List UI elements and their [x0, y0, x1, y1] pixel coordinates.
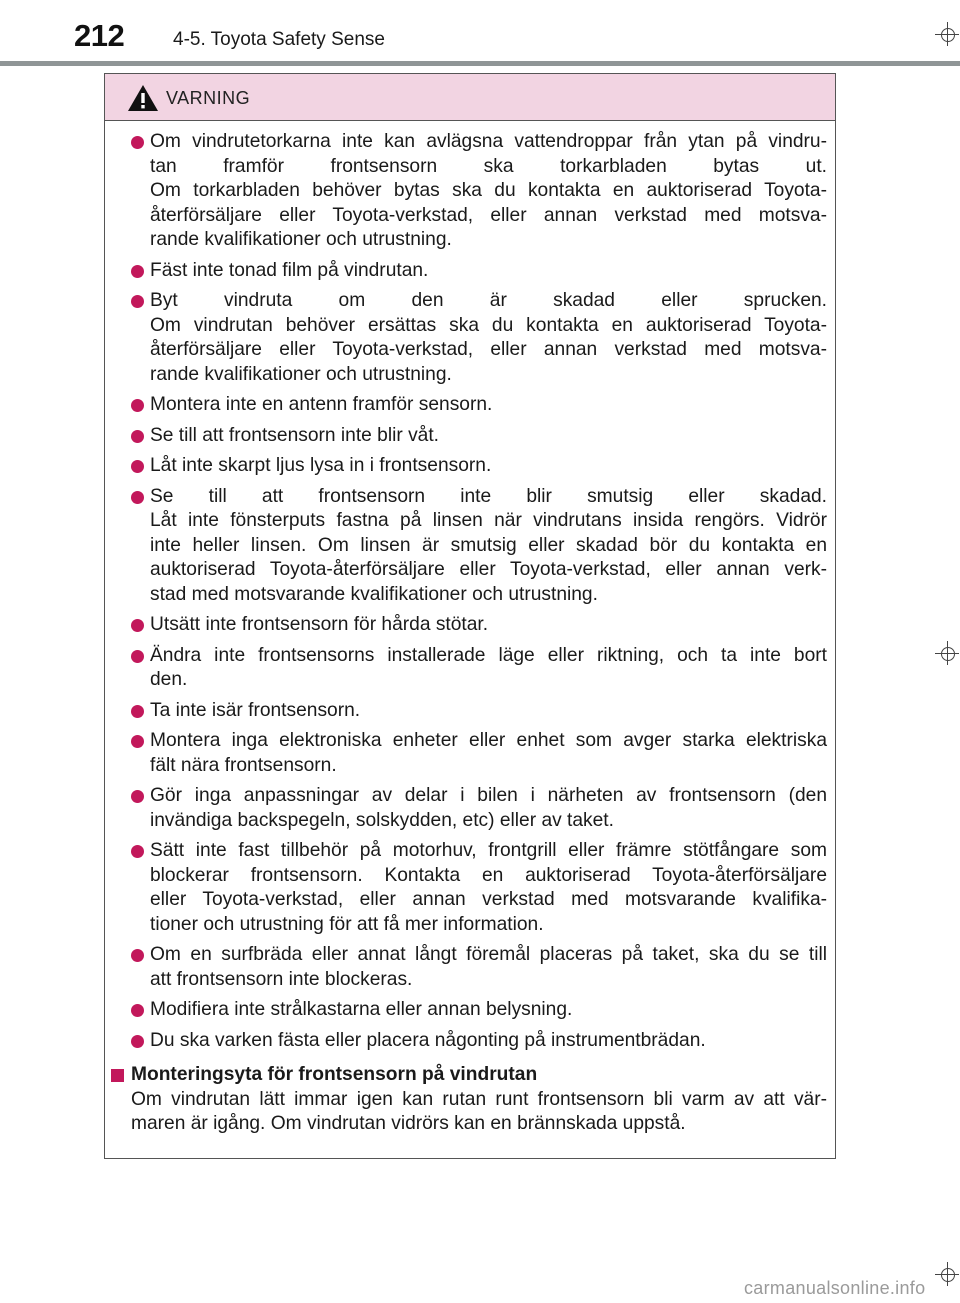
warning-item-line: Om torkarbladen behöver bytas ska du kontakta en auktoriserad Toyota- [150, 180, 827, 201]
warning-item-line: Byt vindruta om den är skadad eller sprucken. [150, 290, 827, 311]
crop-mark-middle-right [935, 641, 959, 665]
header-rule [0, 61, 960, 66]
warning-item-line: stad med motsvarande kvalifikationer och utrustning. [150, 583, 598, 605]
warning-item-line: Om vindrutan behöver ersättas ska du kontakta en auktoriserad Toyota- [150, 314, 827, 336]
warning-item [105, 424, 835, 449]
subsection-heading-text: Monteringsyta för frontsensorn på vindrutan [131, 1064, 538, 1085]
subsection-body [105, 1088, 835, 1137]
warning-item-line: Montera inte en antenn framför sensorn. [150, 394, 493, 415]
warning-item [105, 289, 835, 387]
square-bullet-icon [111, 1069, 124, 1082]
bullet-icon [131, 430, 144, 443]
warning-item-line: Gör inga anpassningar av delar i bilen i närheten av frontsensorn (den [150, 785, 827, 806]
warning-item [105, 454, 835, 479]
bullet-icon [131, 705, 144, 718]
bullet-icon [131, 650, 144, 663]
warning-item [105, 644, 835, 693]
bullet-icon [131, 845, 144, 858]
warning-item-line: fält nära frontsensorn. [150, 754, 337, 776]
warning-item-line: tan framför frontsensorn ska torkarbladen bytas ut. [150, 155, 827, 177]
page-number: 212 [74, 18, 125, 53]
bullet-icon [131, 790, 144, 803]
bullet-icon [131, 265, 144, 278]
subsection-line: maren är igång. Om vindrutan vidrörs kan en brännskada uppstå. [131, 1113, 686, 1134]
warning-item-line: rande kvalifikationer och utrustning. [150, 363, 452, 385]
warning-item [105, 839, 835, 937]
warning-item-line: auktoriserad Toyota-återförsäljare eller Toyota-verkstad, eller annan verk- [150, 559, 827, 580]
crop-mark-top-right [935, 22, 959, 46]
warning-item [105, 699, 835, 724]
bullet-icon [131, 460, 144, 473]
warning-item-line: återförsäljare eller Toyota-verkstad, eller annan verkstad med motsva- [150, 204, 827, 226]
warning-item [105, 943, 835, 992]
warning-item [105, 485, 835, 608]
warning-item-line: Om en surfbräda eller annat långt föremål placeras på taket, ska du se till [150, 944, 827, 965]
bullet-icon [131, 735, 144, 748]
warning-box [104, 73, 836, 1159]
warning-item-line: invändiga backspegeln, solskydden, etc) eller av taket. [150, 809, 614, 831]
warning-item-line: Låt inte fönsterputs fastna på linsen när vindrutans insida rengörs. Vidrör [150, 510, 827, 531]
warning-item-line: att frontsensorn inte blockeras. [150, 968, 413, 990]
warning-item-line: den. [150, 669, 188, 690]
page-header [0, 0, 960, 66]
warning-item-line: Du ska varken fästa eller placera någonting på instrumentbrädan. [150, 1029, 706, 1051]
warning-item [105, 393, 835, 418]
section-title: 4-5. Toyota Safety Sense [173, 29, 385, 50]
warning-item-line: Låt inte skarpt ljus lysa in i frontsensorn. [150, 455, 492, 476]
warning-triangle-icon [127, 84, 159, 112]
warning-item-line: Om vindrutetorkarna inte kan avlägsna vattendroppar från ytan på vindru- [150, 131, 827, 152]
subsection-line: Om vindrutan lätt immar igen kan rutan runt frontsensorn bli varm av att vär- [131, 1088, 827, 1110]
warning-item-line: Ändra inte frontsensorns installerade läge eller riktning, och ta inte bort [150, 644, 827, 666]
crop-mark-bottom-right [935, 1262, 959, 1286]
warning-item-line: Fäst inte tonad film på vindrutan. [150, 259, 429, 281]
warning-item-line: Montera inga elektroniska enheter eller enhet som avger starka elektriska [150, 730, 827, 751]
bullet-icon [131, 949, 144, 962]
warning-item [105, 613, 835, 638]
warning-item-line: Se till att frontsensorn inte blir smutsig eller skadad. [150, 485, 827, 507]
bullet-icon [131, 1035, 144, 1048]
warning-item [105, 130, 835, 253]
subsection-heading [105, 1063, 835, 1088]
warning-item [105, 998, 835, 1023]
bullet-icon [131, 399, 144, 412]
warning-item-line: Ta inte isär frontsensorn. [150, 699, 361, 721]
warning-item-line: eller Toyota-verkstad, eller annan verkstad med motsvarande kvalifika- [150, 889, 827, 910]
warning-item [105, 259, 835, 284]
warning-item-line: blockerar frontsensorn. Kontakta en auktoriserad Toyota-återförsäljare [150, 864, 827, 886]
warning-item-line: återförsäljare eller Toyota-verkstad, eller annan verkstad med motsva- [150, 339, 827, 360]
warning-item-line: inte heller linsen. Om linsen är smutsig eller skadad bör du kontakta en [150, 534, 827, 556]
bullet-icon [131, 491, 144, 504]
warning-item-line: Se till att frontsensorn inte blir våt. [150, 424, 440, 446]
warning-item-line: Sätt inte fast tillbehör på motorhuv, frontgrill eller främre stötfångare som [150, 840, 827, 861]
warning-item [105, 784, 835, 833]
warning-label: VARNING [166, 88, 251, 108]
bullet-icon [131, 1004, 144, 1017]
warning-item [105, 729, 835, 778]
bullet-icon [131, 295, 144, 308]
watermark: carmanualsonline.info [744, 1278, 926, 1298]
warning-item-line: rande kvalifikationer och utrustning. [150, 229, 452, 250]
warning-item-line: tioner och utrustning för att få mer information. [150, 913, 544, 935]
warning-item-line: Modifiera inte strålkastarna eller annan belysning. [150, 999, 573, 1020]
warning-item [105, 1029, 835, 1054]
bullet-icon [131, 619, 144, 632]
warning-items [105, 130, 835, 1137]
warning-item-line: Utsätt inte frontsensorn för hårda stötar. [150, 614, 489, 635]
warning-header [105, 74, 835, 121]
bullet-icon [131, 136, 144, 149]
